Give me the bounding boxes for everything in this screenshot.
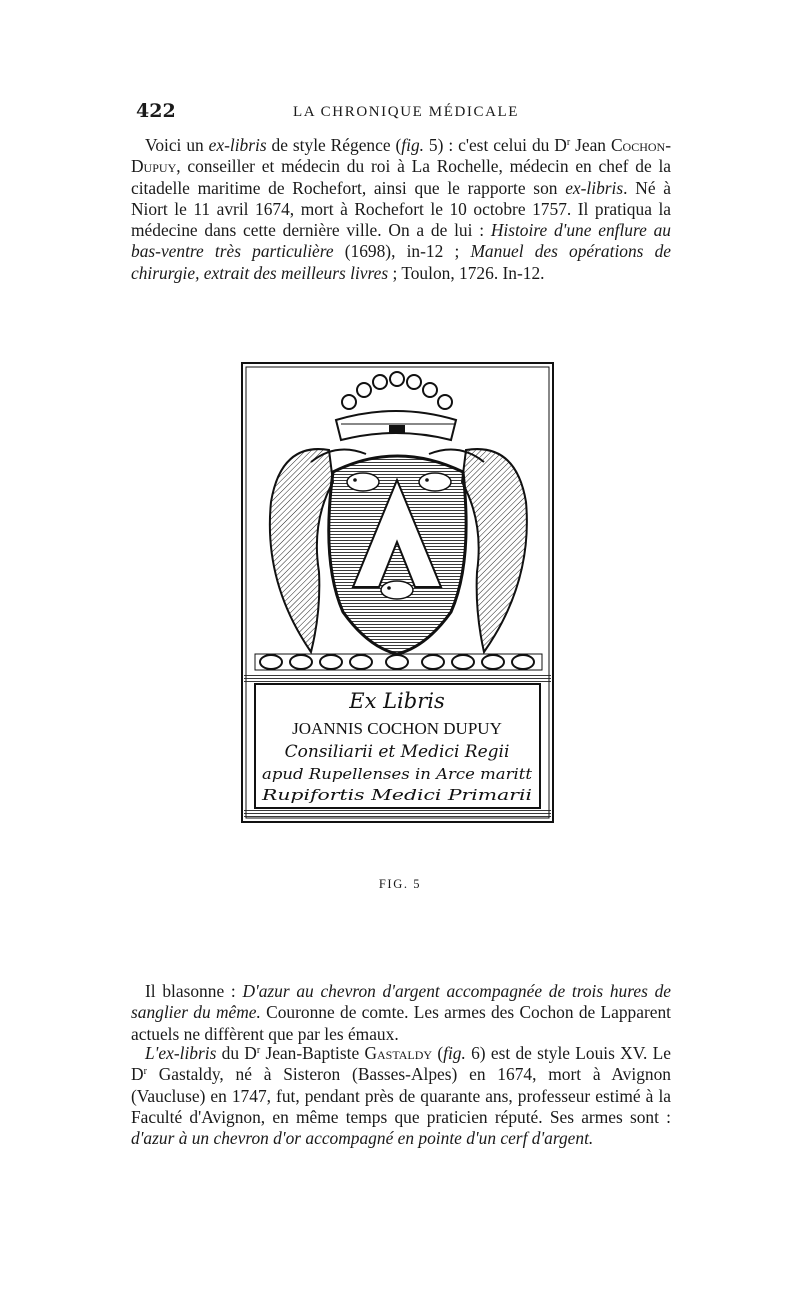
- person-name: Gastaldy: [364, 1043, 433, 1063]
- boar-head-icon: [419, 473, 451, 491]
- text-run: Jean-Baptiste: [260, 1043, 365, 1063]
- italic-run: ex-libris: [208, 135, 267, 155]
- text-run: Couronne de comte. Les armes des Cochon de Lapparent actuels ne diffèrent que par les émaux.: [131, 1002, 671, 1044]
- person-name: Cochon-Dupuy: [131, 135, 671, 177]
- italic-run: fig.: [443, 1043, 466, 1063]
- chain-ornament: [255, 654, 542, 670]
- text-run: Jean: [570, 135, 611, 155]
- italic-run: d'azur à un chevron d'or accompagné en pointe d'un cerf d'argent.: [131, 1128, 594, 1149]
- bookplate-engraving: [241, 362, 554, 823]
- italic-run: D'azur au chevron d'argent accompagnée de trois hures de sanglier du même.: [131, 981, 671, 1023]
- text-run: (: [432, 1043, 444, 1063]
- superscript: r: [256, 1045, 261, 1056]
- text-run: Il blasonne :: [145, 981, 243, 1001]
- running-title: LA CHRONIQUE MÉDICALE: [292, 104, 520, 120]
- plate-exlibris: Ex Libris: [349, 689, 445, 713]
- plate-title-line: apud Rupellenses in Arce maritt: [262, 765, 534, 783]
- paragraph-cochon-dupuy: [131, 135, 671, 284]
- text-run: (1698), in-12 ;: [333, 241, 471, 262]
- text-run: 6) est de style Louis XV. Le D: [131, 1043, 671, 1085]
- italic-run: fig.: [401, 135, 424, 155]
- text-run: . Né à Niort le 11 avril 1674, mort à Rochefort le 10 octobre 1757. Il pratiqua la médecine dans cette dernière ville. On a de lui :: [131, 177, 671, 241]
- paragraph-gastaldy: [131, 1043, 671, 1149]
- boar-head-icon: [347, 473, 379, 491]
- page-number: 422: [136, 100, 176, 122]
- plate-title-line: Consiliarii et Medici Regii: [284, 742, 510, 762]
- bookplate-figure: [241, 362, 554, 823]
- text-run: du D: [216, 1043, 257, 1063]
- text-run: Voici un: [145, 135, 209, 155]
- plate-title-line: Rupifortis Medici Primarii: [260, 786, 533, 804]
- superscript: r: [566, 137, 571, 148]
- text-run: 5) : c'est celui du D: [424, 135, 567, 155]
- text-run: , conseiller et médecin du roi à La Rochelle, médecin en chef de la citadelle maritime de Rochefort, ainsi que le rapporte son: [131, 156, 671, 198]
- italic-run: ex-libris: [565, 177, 624, 198]
- book-title: Manuel des opérations de chirurgie, extrait des meilleurs livres: [131, 241, 671, 283]
- text-run: Gastaldy, né à Sisteron (Basses-Alpes) en 1674, mort à Avignon (Vaucluse) en 1747, fut, pendant près de quarante ans, professeur estimé à la Faculté d'Avignon, en même temps que praticien réputé. Ses armes sont :: [131, 1064, 671, 1127]
- superscript: r: [143, 1066, 147, 1078]
- text-run: de style Régence (: [266, 135, 402, 155]
- italic-run: L'ex-libris: [145, 1043, 217, 1063]
- page-header: [136, 100, 676, 126]
- book-title: Histoire d'une enflure au bas-ventre très particulière: [131, 220, 672, 262]
- text-run: ; Toulon, 1726. In-12.: [388, 262, 545, 283]
- figure-caption: FIG. 5: [378, 877, 422, 891]
- paragraph-blazon: [131, 981, 671, 1045]
- plate-owner-name: JOANNIS COCHON DUPUY: [292, 719, 502, 738]
- boar-head-icon: [381, 581, 413, 599]
